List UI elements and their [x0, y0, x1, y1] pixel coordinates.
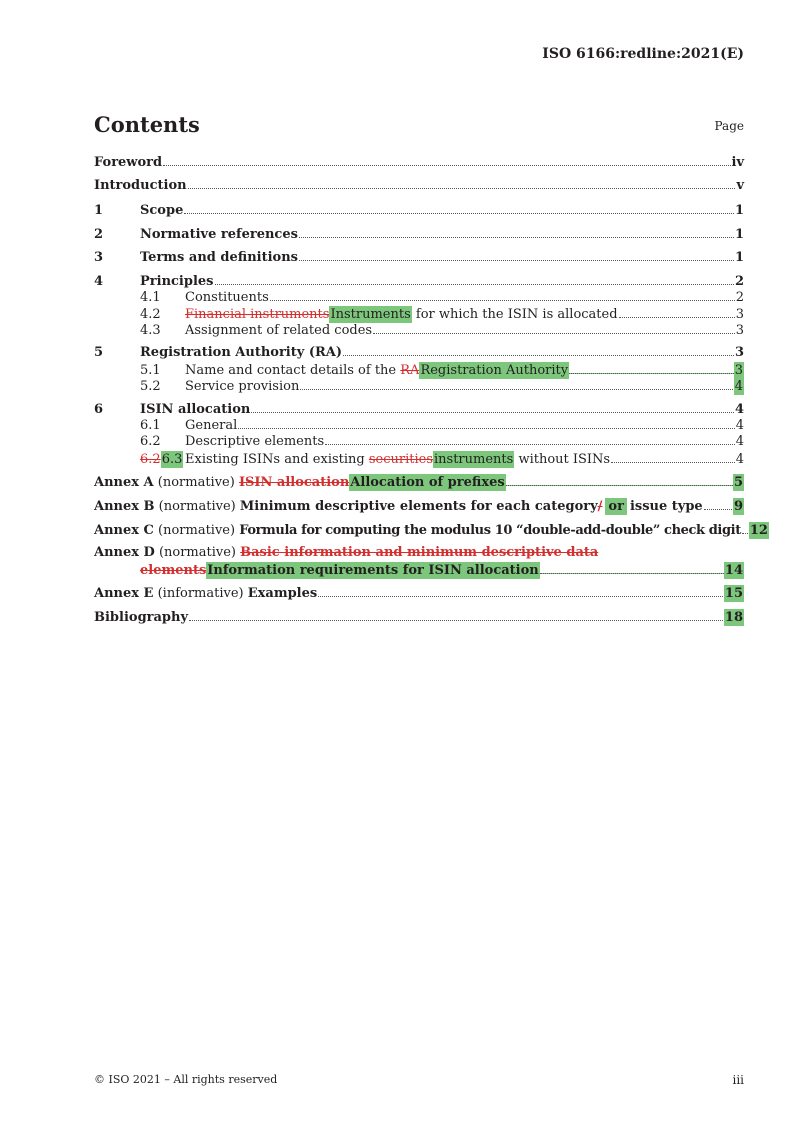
annex-type: (normative): [153, 475, 239, 490]
toc-number: 5.2: [140, 379, 161, 394]
dot-leader: [373, 333, 735, 334]
toc-page: 2: [734, 274, 744, 289]
toc-number: 2: [94, 227, 104, 242]
toc-title: issue type: [629, 499, 703, 514]
toc-entry-instruments[interactable]: [94, 306, 744, 323]
dot-leader: [163, 165, 730, 166]
toc-page: 1: [734, 203, 744, 218]
deleted-text: securities: [368, 452, 433, 467]
toc-number: 4.1: [140, 290, 161, 305]
toc-title: without ISINs: [514, 452, 611, 467]
toc-title: Examples: [247, 586, 318, 601]
toc-title: Principles: [140, 274, 214, 289]
toc-page: iv: [731, 155, 744, 170]
dot-leader: [742, 533, 748, 534]
dot-leader: [215, 284, 734, 285]
deleted-text: 6.2: [140, 452, 161, 467]
toc-number: 5.1: [140, 363, 161, 378]
toc-number: 6.1: [140, 418, 161, 433]
annex-label: Annex A: [94, 475, 154, 490]
annex-type: (normative): [153, 523, 240, 538]
toc-page: 3: [734, 345, 744, 360]
page-title: Contents: [94, 112, 200, 137]
toc-page: 18: [724, 610, 743, 625]
dot-leader: [569, 373, 734, 374]
toc-entry-principles[interactable]: [94, 274, 744, 289]
deleted-text: Basic information and minimum descriptive data: [240, 545, 599, 560]
toc-number: 5: [94, 345, 104, 360]
annex-label: Annex B: [94, 499, 155, 514]
toc-page: 15: [724, 586, 743, 601]
annex-label: Annex C: [94, 523, 154, 538]
toc-entry-registration-authority[interactable]: [94, 345, 744, 360]
toc-title: Terms and definitions: [140, 250, 298, 265]
toc-entry-annex-e[interactable]: [94, 585, 744, 602]
toc-title: Name and contact details of the: [185, 363, 401, 378]
page-column-label: Page: [714, 119, 744, 133]
dot-leader: [270, 300, 735, 301]
deleted-text: elements: [140, 563, 207, 578]
inserted-text: Information requirements for ISIN allocation: [207, 563, 539, 578]
toc-page: 3: [734, 363, 743, 378]
inserted-text: 6.3: [161, 452, 183, 467]
deleted-text: ISIN allocation: [238, 475, 350, 490]
inserted-text: Instruments: [330, 307, 411, 322]
toc-page: 12: [749, 523, 768, 538]
dot-leader: [704, 509, 732, 510]
toc-entry-annex-d-continued[interactable]: [140, 562, 744, 579]
toc-entry-service-provision[interactable]: [94, 378, 744, 395]
toc-number: [140, 452, 185, 467]
dot-leader: [619, 317, 735, 318]
inserted-text: or: [605, 498, 627, 515]
dot-leader: [184, 213, 734, 214]
toc-title: Existing ISINs and existing: [185, 452, 369, 467]
toc-page: 1: [734, 250, 744, 265]
toc-page: v: [736, 178, 744, 193]
toc-title: Registration Authority (RA): [140, 345, 343, 360]
toc-entry-annex-c[interactable]: [94, 522, 768, 539]
toc-page: 14: [724, 563, 743, 578]
annex-label: Annex D: [94, 545, 155, 560]
toc-entry-contact-details[interactable]: [94, 362, 744, 379]
deleted-text: Financial instruments: [185, 307, 330, 322]
dot-leader: [299, 260, 734, 261]
toc-number: 6.2: [140, 434, 161, 449]
toc-title: for which the ISIN is allocated: [411, 307, 618, 322]
document-id: ISO 6166:redline:2021(E): [542, 46, 744, 62]
toc-entry-normative-references[interactable]: [94, 227, 744, 242]
toc-entry-related-codes[interactable]: [94, 323, 744, 338]
toc-entry-general[interactable]: [94, 418, 744, 433]
toc-entry-annex-b[interactable]: [94, 498, 744, 515]
toc-number: 4.3: [140, 323, 161, 338]
toc-entry-terms[interactable]: [94, 250, 744, 265]
dot-leader: [318, 596, 723, 597]
deleted-text: RA: [400, 363, 420, 378]
dot-leader: [300, 389, 732, 390]
toc-page: 4: [734, 402, 744, 417]
inserted-text: instruments: [434, 452, 514, 467]
dot-leader: [325, 444, 735, 445]
toc-entry-isin-allocation[interactable]: [94, 402, 744, 417]
toc-entry-constituents[interactable]: [94, 290, 744, 305]
toc-number: 3: [94, 250, 104, 265]
toc-entry-introduction[interactable]: [94, 178, 744, 193]
toc-entry-bibliography[interactable]: [94, 609, 744, 626]
toc-title: Introduction: [94, 178, 187, 193]
copyright-footer: © ISO 2021 – All rights reserved: [94, 1073, 278, 1086]
toc-title: Foreword: [94, 155, 163, 170]
toc-number: 4.2: [140, 307, 161, 322]
toc-page: 2: [735, 290, 744, 305]
toc-title: Descriptive elements: [185, 434, 325, 449]
toc-entry-existing-isins[interactable]: [94, 451, 744, 468]
toc-page: 4: [734, 379, 743, 394]
toc-title: Scope: [140, 203, 184, 218]
toc-title: Service provision: [185, 379, 300, 394]
toc-page: 4: [735, 434, 744, 449]
toc-title: Constituents: [185, 290, 269, 305]
dot-leader: [189, 620, 723, 621]
toc-page: 5: [733, 475, 743, 490]
toc-title: General: [185, 418, 238, 433]
toc-entry-annex-d[interactable]: [94, 545, 744, 560]
dot-leader: [343, 355, 734, 356]
annex-type: (normative): [154, 499, 240, 514]
toc-title: Minimum descriptive elements for each category: [239, 499, 598, 514]
deleted-text: /: [597, 499, 603, 514]
annex-type: (informative): [153, 586, 248, 601]
toc-number: 6: [94, 402, 104, 417]
toc-page: 1: [734, 227, 744, 242]
dot-leader: [238, 428, 734, 429]
dot-leader: [540, 573, 724, 574]
toc-title: Bibliography: [94, 610, 189, 625]
toc-title: ISIN allocation: [140, 402, 251, 417]
toc-page: 4: [735, 452, 744, 467]
annex-label: Annex E: [94, 586, 154, 601]
dot-leader: [506, 485, 733, 486]
dot-leader: [611, 462, 735, 463]
annex-type: (normative): [154, 545, 241, 560]
toc-entry-annex-a[interactable]: [94, 474, 744, 491]
page-number: iii: [732, 1073, 744, 1087]
toc-title: Formula for computing the modulus 10 “double-add-double” check digit: [239, 523, 741, 538]
dot-leader: [251, 412, 734, 413]
dot-leader: [188, 188, 736, 189]
toc-page: 3: [735, 323, 744, 338]
toc-number: 4: [94, 274, 104, 289]
toc-entry-descriptive-elements[interactable]: [94, 434, 744, 449]
inserted-text: Registration Authority: [420, 363, 569, 378]
toc-entry-foreword[interactable]: [94, 155, 744, 170]
toc-page: 3: [735, 307, 744, 322]
toc-title: Assignment of related codes: [185, 323, 373, 338]
inserted-text: Allocation of prefixes: [350, 475, 505, 490]
toc-page: 4: [735, 418, 744, 433]
toc-entry-scope[interactable]: [94, 203, 744, 218]
toc-page: 9: [733, 499, 743, 514]
toc-title: Normative references: [140, 227, 298, 242]
toc-number: 1: [94, 203, 104, 218]
dot-leader: [299, 237, 734, 238]
